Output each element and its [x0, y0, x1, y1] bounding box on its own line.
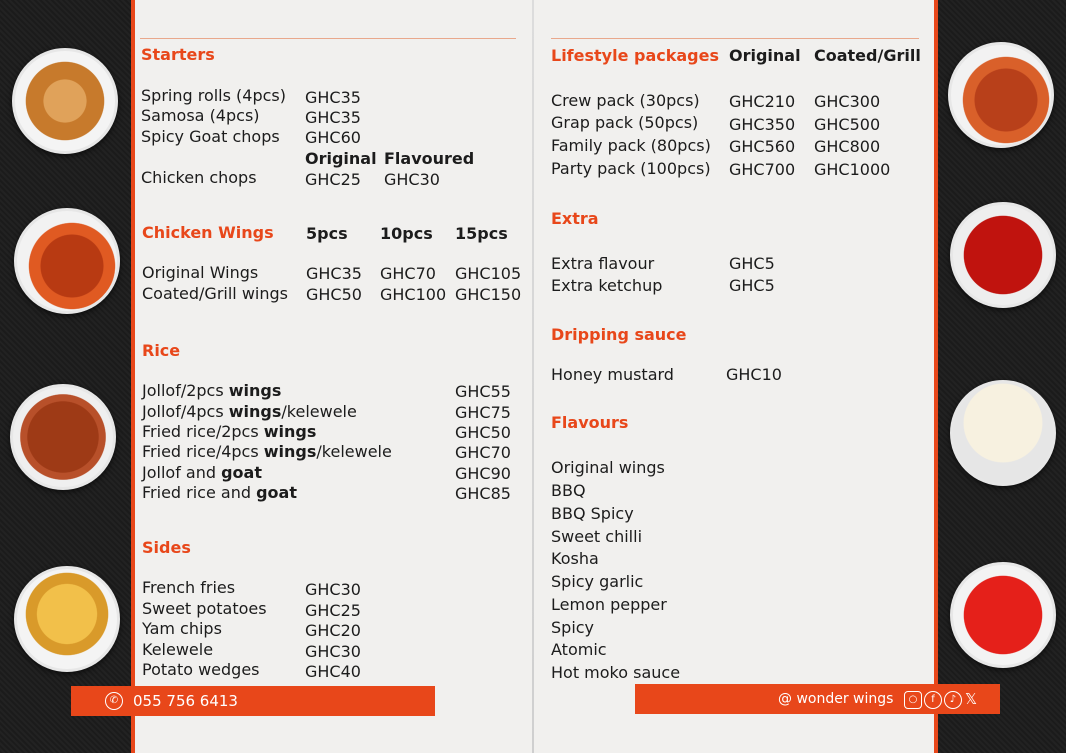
flavours-heading: Flavours: [551, 413, 629, 432]
flavour-item: BBQ Spicy: [551, 504, 634, 523]
starters-heading: Starters: [141, 45, 215, 64]
top-rule-right: [551, 38, 919, 39]
flavour-item: Lemon pepper: [551, 595, 667, 614]
extra-item-name: Extra ketchup: [551, 276, 663, 295]
package-name: Crew pack (30pcs): [551, 91, 700, 110]
extra-item-price: GHC5: [729, 254, 775, 273]
rice-item-name: Jollof and goat: [142, 463, 262, 482]
package-original-price: GHC700: [729, 160, 796, 179]
rice-item-name: Fried rice/2pcs wings: [142, 422, 317, 441]
package-original-price: GHC210: [729, 92, 796, 111]
wings-price: GHC100: [380, 285, 447, 304]
flavour-item: Original wings: [551, 458, 665, 477]
rice-item-name: Jollof/2pcs wings: [142, 381, 282, 400]
package-coated-price: GHC500: [814, 115, 881, 134]
extra-heading: Extra: [551, 209, 599, 228]
phone-icon: ✆: [105, 692, 123, 710]
lifestyle-header-coated: Coated/Grill: [814, 46, 921, 65]
tiktok-icon[interactable]: ♪: [944, 691, 962, 709]
rice-item-price: GHC85: [455, 484, 511, 503]
rice-item-price: GHC75: [455, 403, 511, 422]
starter-price: GHC35: [305, 108, 361, 127]
sides-heading: Sides: [142, 538, 191, 557]
spring-rolls-image: [12, 48, 118, 154]
flavour-item: Spicy: [551, 618, 595, 637]
phone-bar: [71, 686, 435, 716]
chicken-wings-image: [14, 208, 120, 314]
package-original-price: GHC560: [729, 137, 796, 156]
wings-price: GHC50: [306, 285, 362, 304]
french-fries-image: [14, 566, 120, 672]
rice-item-price: GHC55: [455, 382, 511, 401]
lifestyle-heading: Lifestyle packages: [551, 46, 719, 65]
ketchup-image: [950, 202, 1056, 308]
package-name: Grap pack (50pcs): [551, 113, 699, 132]
chicken-chops-original-price: GHC25: [305, 170, 361, 189]
wings-price: GHC35: [306, 264, 362, 283]
wings-price: GHC105: [455, 264, 522, 283]
flavour-item: Hot moko sauce: [551, 663, 681, 682]
social-handle[interactable]: @ wonder wings: [778, 691, 894, 707]
coated-wings-image: [948, 42, 1054, 148]
jollof-rice-image: [10, 384, 116, 490]
wings-header-10pcs: 10pcs: [380, 224, 433, 243]
left-accent-edge: [131, 0, 135, 753]
package-coated-price: GHC300: [814, 92, 881, 111]
dripping-item-price: GHC10: [726, 365, 782, 384]
wings-header-5pcs: 5pcs: [306, 224, 348, 243]
rice-heading: Rice: [142, 341, 181, 360]
social-bar: [635, 684, 1000, 714]
flavour-item: Sweet chilli: [551, 527, 643, 546]
chicken-chops-name: Chicken chops: [141, 168, 257, 187]
package-name: Family pack (80pcs): [551, 136, 711, 155]
chilli-sauce-image: [950, 562, 1056, 668]
rice-item-price: GHC90: [455, 464, 511, 483]
side-name: French fries: [142, 578, 236, 597]
right-accent-edge: [934, 0, 938, 753]
rice-item-price: GHC70: [455, 443, 511, 462]
starter-price: GHC35: [305, 88, 361, 107]
top-rule-left: [140, 38, 516, 39]
phone-number[interactable]: 055 756 6413: [133, 692, 238, 710]
flavour-item: Spicy garlic: [551, 572, 644, 591]
rice-item-price: GHC50: [455, 423, 511, 442]
package-coated-price: GHC1000: [814, 160, 891, 179]
page-fold: [532, 0, 534, 753]
rice-item-name: Jollof/4pcs wings/kelewele: [142, 402, 357, 421]
side-price: GHC20: [305, 621, 361, 640]
flavour-item: BBQ: [551, 481, 586, 500]
wings-row-name: Coated/Grill wings: [142, 284, 288, 303]
package-name: Party pack (100pcs): [551, 159, 711, 178]
starter-name: Spring rolls (4pcs): [141, 86, 286, 105]
package-original-price: GHC350: [729, 115, 796, 134]
flavour-item: Atomic: [551, 640, 607, 659]
wings-price: GHC150: [455, 285, 522, 304]
lifestyle-header-original: Original: [729, 46, 801, 65]
wings-row-name: Original Wings: [142, 263, 259, 282]
side-name: Potato wedges: [142, 660, 260, 679]
instagram-icon[interactable]: ○: [904, 691, 922, 709]
mayo-sauce-image: [950, 380, 1056, 486]
side-price: GHC25: [305, 601, 361, 620]
facebook-icon[interactable]: f: [924, 691, 942, 709]
side-price: GHC40: [305, 662, 361, 681]
package-coated-price: GHC800: [814, 137, 881, 156]
side-price: GHC30: [305, 580, 361, 599]
flavour-item: Kosha: [551, 549, 599, 568]
starter-price: GHC60: [305, 128, 361, 147]
starter-name: Samosa (4pcs): [141, 106, 260, 125]
chicken-chops-flavoured-price: GHC30: [384, 170, 440, 189]
x-icon[interactable]: 𝕏: [964, 690, 978, 708]
dripping-heading: Dripping sauce: [551, 325, 687, 344]
side-name: Yam chips: [142, 619, 222, 638]
rice-item-name: Fried rice and goat: [142, 483, 297, 502]
chops-header-flavoured: Flavoured: [384, 149, 475, 168]
wings-header-15pcs: 15pcs: [455, 224, 508, 243]
side-name: Kelewele: [142, 640, 214, 659]
starter-name: Spicy Goat chops: [141, 127, 280, 146]
chops-header-original: Original: [305, 149, 377, 168]
extra-item-name: Extra flavour: [551, 254, 655, 273]
side-name: Sweet potatoes: [142, 599, 267, 618]
wings-heading: Chicken Wings: [142, 223, 274, 242]
wings-price: GHC70: [380, 264, 436, 283]
side-price: GHC30: [305, 642, 361, 661]
rice-item-name: Fried rice/4pcs wings/kelewele: [142, 442, 392, 461]
extra-item-price: GHC5: [729, 276, 775, 295]
dripping-item-name: Honey mustard: [551, 365, 674, 384]
